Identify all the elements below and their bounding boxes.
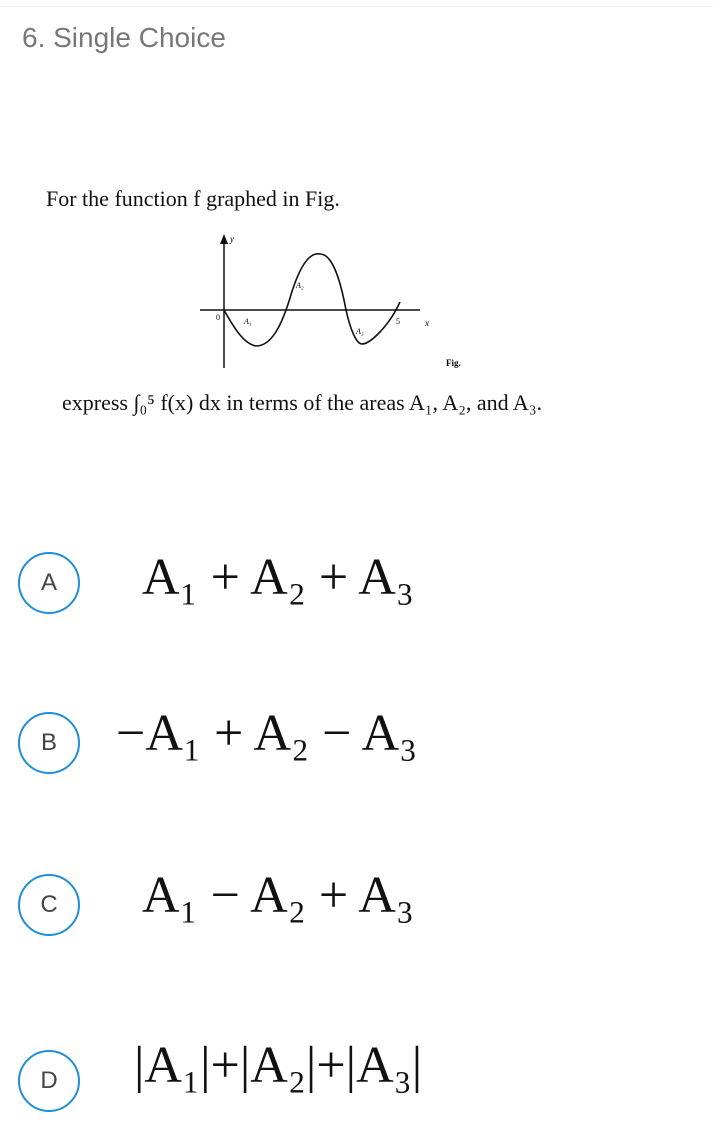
question-stem-line2: express ∫₀⁵ f(x) dx in terms of the areas A₁, A₂, and A₃. xyxy=(62,390,542,415)
question-title: 6. Single Choice xyxy=(22,22,226,53)
option-b-formula[interactable]: −A₁ + A₂ − A₃ xyxy=(116,705,418,762)
five-label: 5 xyxy=(396,317,400,326)
function-graph-figure xyxy=(190,228,480,378)
option-a-formula[interactable]: A₁ + A₂ + A₃ xyxy=(142,549,414,606)
option-d-formula[interactable]: |A₁|+|A₂|+|A₃| xyxy=(134,1037,423,1094)
function-curve xyxy=(224,254,400,346)
option-b-radio[interactable] xyxy=(18,712,80,774)
option-c-formula[interactable]: A₁ − A₂ + A₃ xyxy=(142,867,414,924)
option-c-letter: C xyxy=(40,891,58,918)
area-a2-label: A₂ xyxy=(296,281,304,290)
y-axis-arrow xyxy=(220,234,228,244)
x-axis-label: x xyxy=(425,318,429,328)
figure-caption: Fig. xyxy=(446,358,461,368)
option-a-radio[interactable] xyxy=(18,552,80,614)
option-a-letter: A xyxy=(40,569,57,596)
option-d-letter: D xyxy=(40,1067,58,1094)
area-a1-label: A₁ xyxy=(244,317,252,326)
top-divider xyxy=(0,6,713,7)
option-d-radio[interactable] xyxy=(18,1050,80,1112)
y-axis-label: y xyxy=(230,234,234,244)
option-b-letter: B xyxy=(40,729,57,756)
area-a3-label: A₃ xyxy=(356,327,364,336)
question-stem-line1: For the function f graphed in Fig. xyxy=(46,186,340,211)
origin-label: 0 xyxy=(216,313,220,322)
option-c-radio[interactable] xyxy=(18,874,80,936)
